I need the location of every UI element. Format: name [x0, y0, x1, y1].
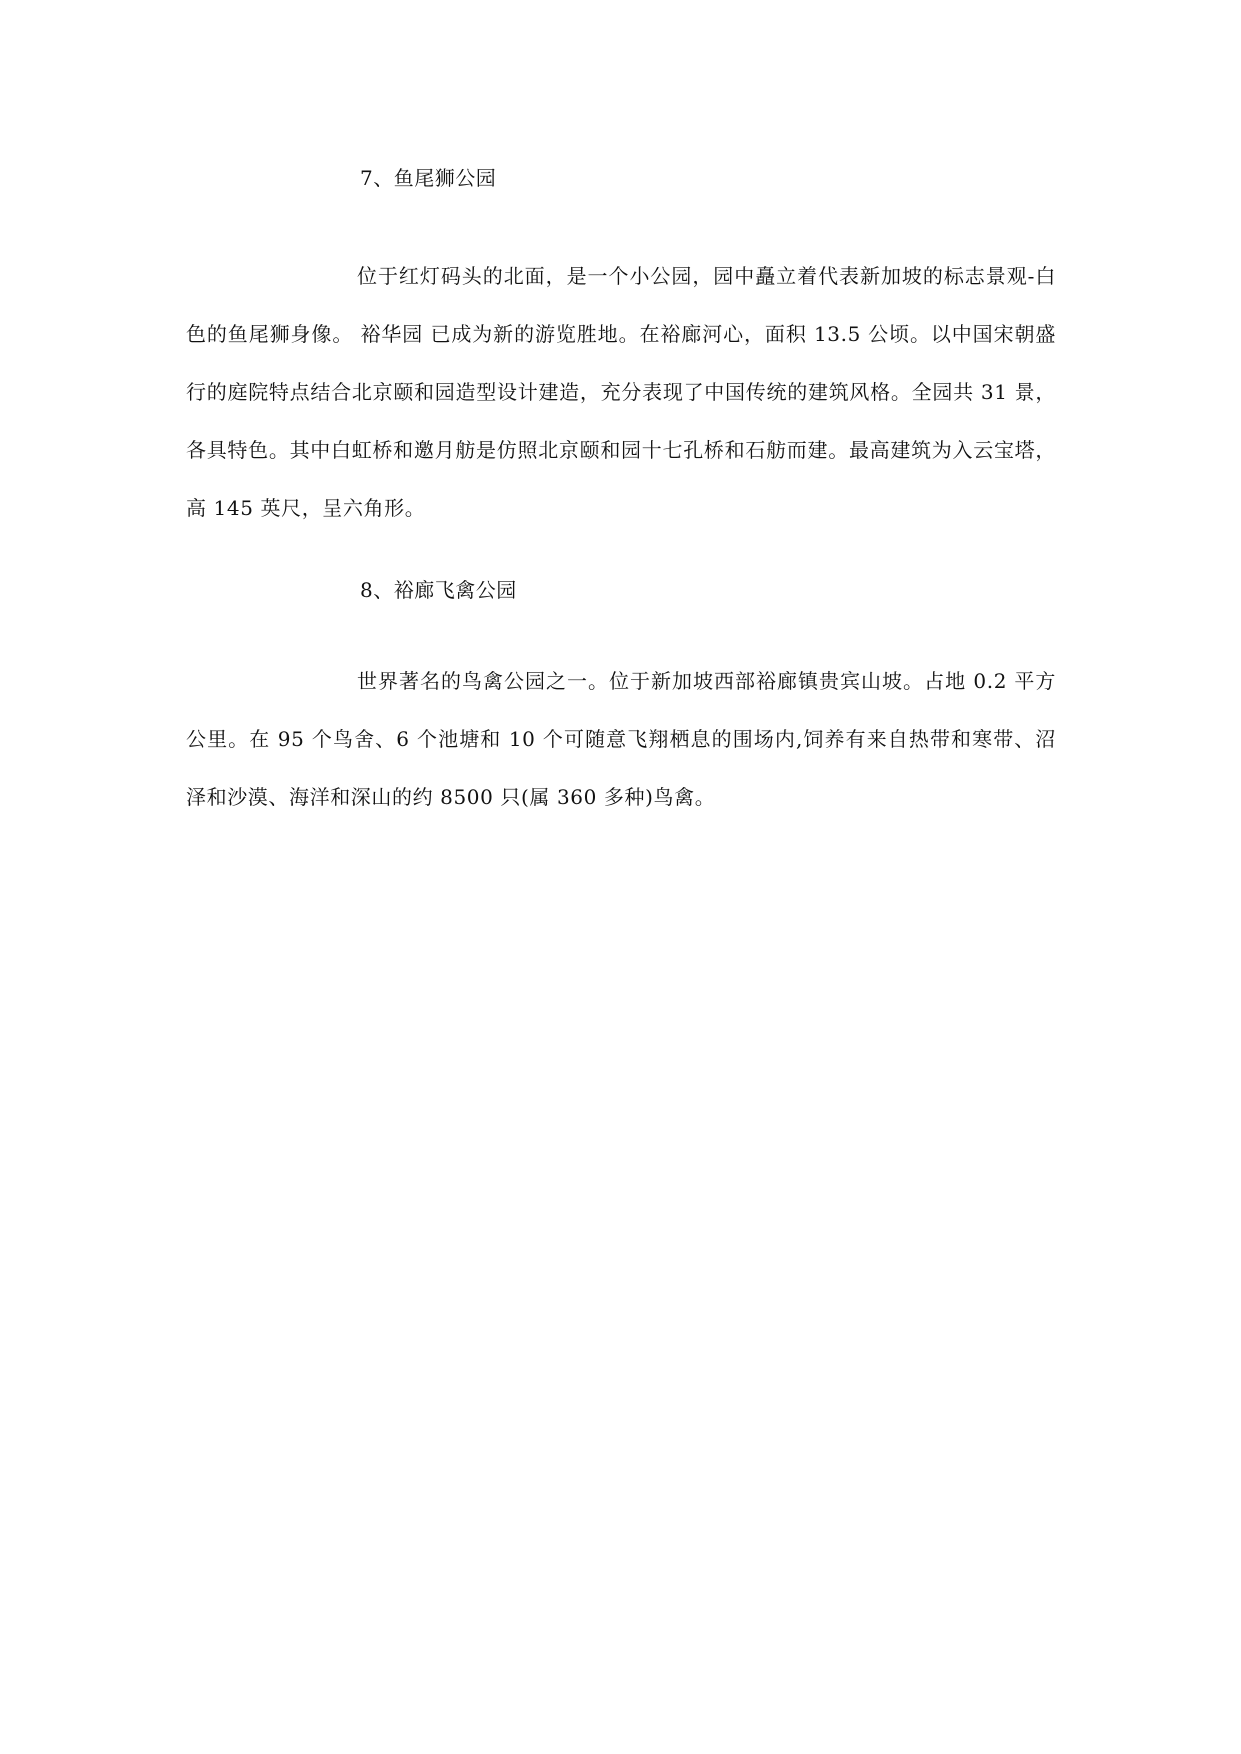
section-body-jurong-bird-park: 世界著名的鸟禽公园之一。位于新加坡西部裕廊镇贵宾山坡。占地 0.2 平方公里。在 95 个鸟舍、6 个池塘和 10 个可随意飞翔栖息的围场内,饲养有来自热带和寒带、沼泽和沙漠、海洋和深山的约 8500 只(属 360 多种)鸟禽。: [186, 669, 1056, 809]
section-body-merlion-park: 位于红灯码头的北面，是一个小公园，园中矗立着代表新加坡的标志景观-白色的鱼尾狮身像。 裕华园 已成为新的游览胜地。在裕廊河心，面积 13.5 公顷。以中国宋朝盛行的庭院特点结合北京颐和园造型设计建造，充分表现了中国传统的建筑风格。全园共 31 景，各具特色。其中白虹桥和邀月舫是仿照北京颐和园十七孔桥和石舫而建。最高建筑为入云宝塔，高 145 英尺，呈六角形。: [186, 264, 1056, 520]
section-heading-jurong-bird-park: 8、裕廊飞禽公园: [360, 578, 517, 602]
section-heading-merlion-park: 7、鱼尾狮公园: [360, 166, 497, 190]
